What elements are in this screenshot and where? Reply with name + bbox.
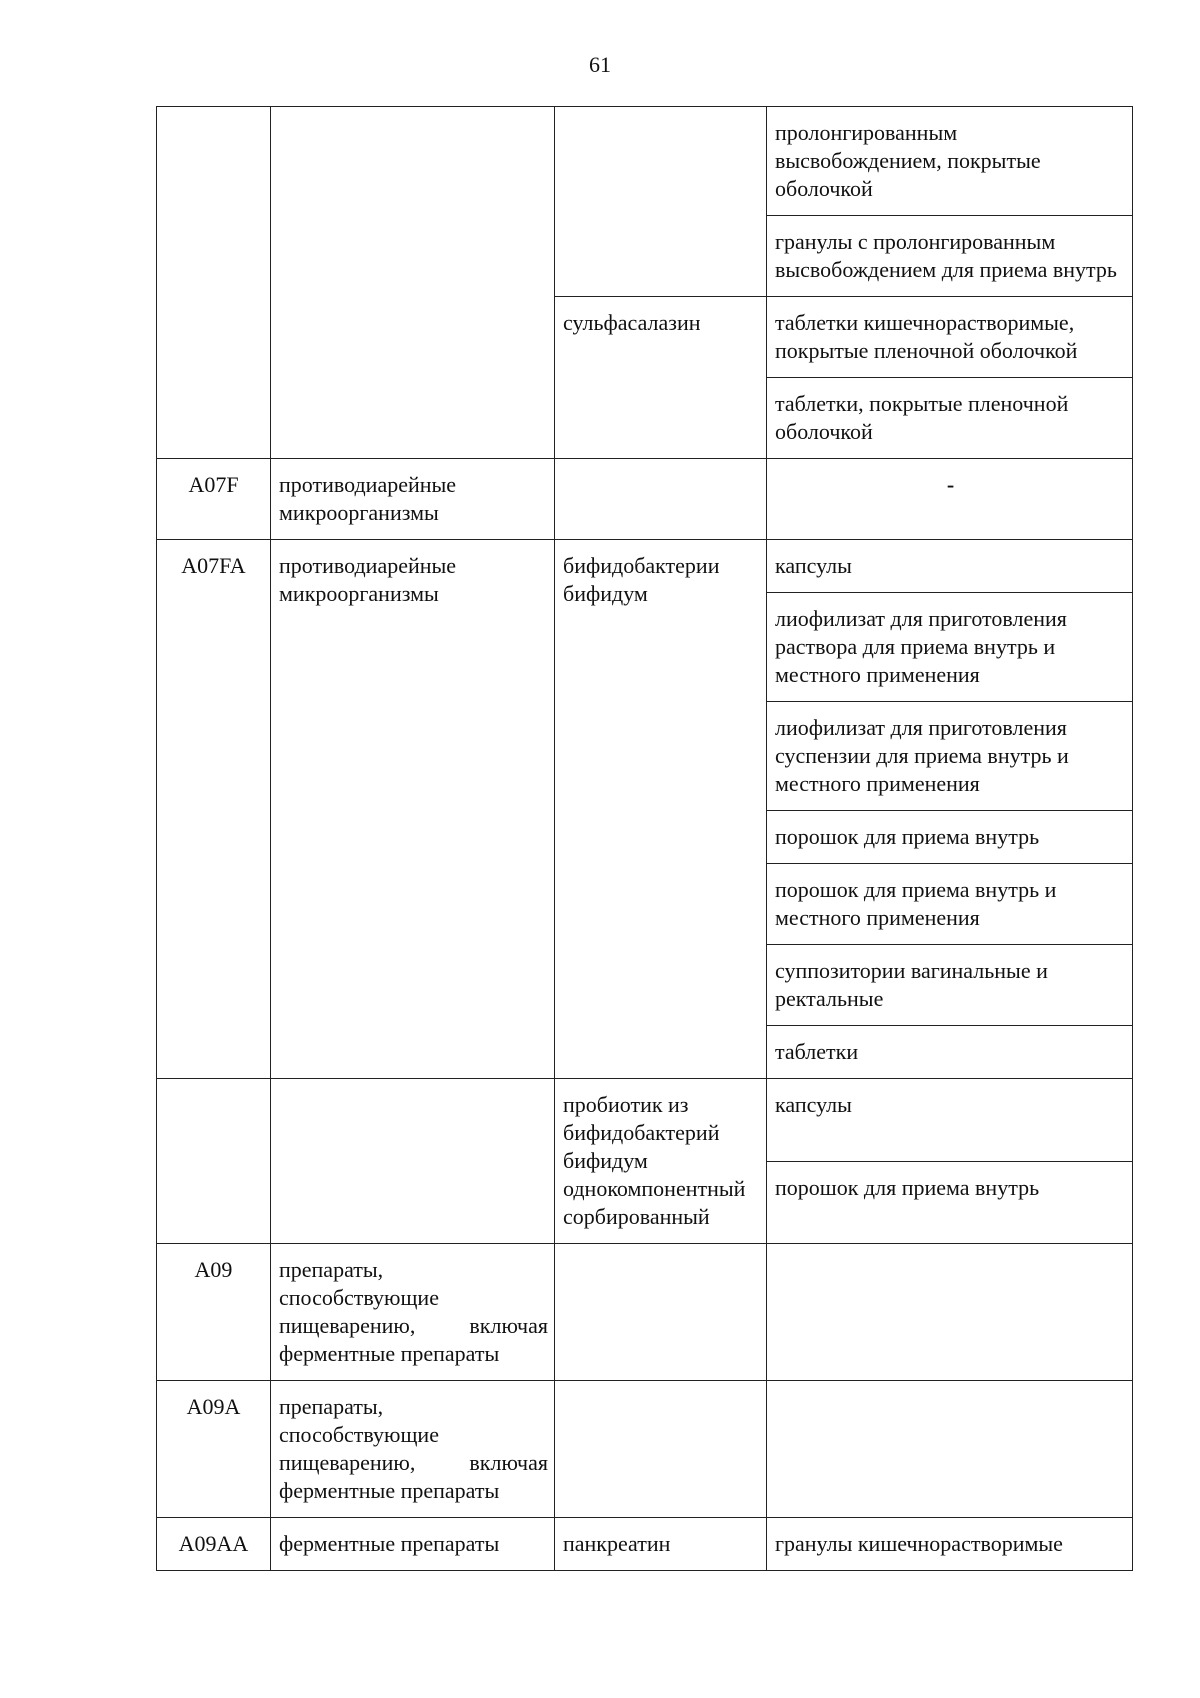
code-cell: A09A [157,1381,271,1518]
form-cell [767,1381,1133,1518]
group-line: препараты, [279,1394,384,1419]
table-row [157,1381,1133,1518]
form-cell: порошок для приема внутрь и местного применения [767,864,1133,945]
dash-mark: - [946,472,955,497]
form-cell: суппозитории вагинальные и ректальные [767,945,1133,1026]
table-row [157,107,1133,216]
drug-line: бифидум [563,1148,648,1173]
form-cell: таблетки [767,1026,1133,1079]
page-number: 61 [589,52,611,77]
form-cell: таблетки, покрытые пленочной оболочкой [767,378,1133,459]
group-word: пищеварению, [279,1450,416,1475]
form-cell: гранулы с пролонгированным высвобождением для приема внутрь [767,216,1133,297]
form-cell: пролонгированным высвобождением, покрытые оболочкой [767,107,1133,216]
code-cell: A09 [157,1244,271,1381]
drug-line: бифидобактерий [563,1120,720,1145]
table-row [157,1079,1133,1162]
group-cell: противодиарейные микроорганизмы [271,540,555,1079]
group-line-justified [279,1449,548,1477]
group-cell [271,1079,555,1244]
form-cell: лиофилизат для приготовления раствора для приема внутрь и местного применения [767,593,1133,702]
drug-cell [555,459,767,540]
group-cell [271,1381,555,1518]
group-line: способствующие [279,1422,439,1447]
drug-cell [555,107,767,297]
group-word: пищеварению, [279,1313,416,1338]
table-row [157,1518,1133,1571]
code-cell: A09AA [157,1518,271,1571]
code-cell [157,107,271,459]
group-line-justified [279,1312,548,1340]
group-cell: противодиарейные микроорганизмы [271,459,555,540]
group-word: включая [469,1313,548,1338]
drug-line: однокомпонентный [563,1176,746,1201]
form-cell: порошок для приема внутрь [767,811,1133,864]
form-cell: лиофилизат для приготовления суспензии для приема внутрь и местного применения [767,702,1133,811]
group-cell [271,107,555,459]
group-cell [271,1244,555,1381]
table-row [157,540,1133,593]
form-cell [767,459,1133,540]
code-cell: A07FA [157,540,271,1079]
form-cell: капсулы [767,540,1133,593]
form-cell: порошок для приема внутрь [767,1161,1133,1244]
group-line: ферментные препараты [279,1341,500,1366]
form-cell: капсулы [767,1079,1133,1162]
form-cell [767,1244,1133,1381]
table-row [157,1244,1133,1381]
drug-line: сорбированный [563,1204,710,1229]
group-cell: ферментные препараты [271,1518,555,1571]
group-word: включая [469,1450,548,1475]
group-line: препараты, [279,1257,384,1282]
code-cell: A07F [157,459,271,540]
form-cell: таблетки кишечнорастворимые, покрытые пленочной оболочкой [767,297,1133,378]
drug-list-table [156,106,1133,1571]
form-cell: гранулы кишечнорастворимые [767,1518,1133,1571]
code-cell [157,1079,271,1244]
drug-line: пробиотик из [563,1092,689,1117]
drug-cell [555,1381,767,1518]
drug-cell: сульфасалазин [555,297,767,459]
drug-cell [555,1244,767,1381]
drug-cell: бифидобактерии бифидум [555,540,767,1079]
drug-cell [555,1079,767,1244]
group-line: способствующие [279,1285,439,1310]
drug-cell: панкреатин [555,1518,767,1571]
group-line: ферментные препараты [279,1478,500,1503]
table-row [157,459,1133,540]
